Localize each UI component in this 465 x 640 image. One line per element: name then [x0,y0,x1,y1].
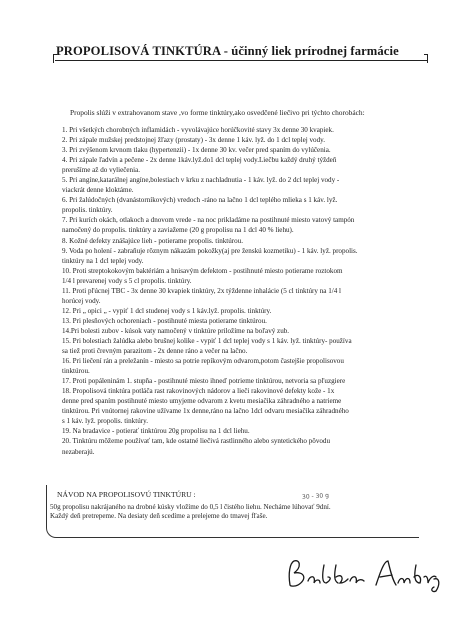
list-item: 1. Pri všetkých chorobných inflamidách - vyvolávajúce horúčkovité stavy 3x denne 30 kvapiek. [62,126,334,134]
list-item: prerušíme až do vyliečenia. [62,166,140,175]
list-item: 19. Na bradavice - potierať tinktúrou 20g propolisu na 1 dcl liehu. [62,427,250,436]
handwritten-note: 30 - 30 g [301,492,330,501]
list-item: propolis. tinktúry. [62,206,113,215]
instructions-line: 50g propolisu nakrájaného na drobné kúsky vložíme do 0,5 l čistého liehu. Necháme lúhovať 9dní. [50,503,331,511]
instructions-title: NÁVOD NA PROPOLISOVÚ TINKTÚRU : [57,490,196,499]
list-item: 13. Pri plesňových ochoreniach - postihnuté miesta potierame tinktúrou. [62,316,267,325]
list-item: 3. Pri zvýšenom krvnom tlaku (hypertenzii) - 1x denne 30 kv. večer pred spaním do vylúčenia. [62,146,331,155]
list-item: 9. Voda po holení - zabraňuje rôznym nákazám pokožky(aj pre ženskú kozmetiku) - 1 káv. lyž. propolis. [62,246,358,255]
list-item: 17. Proti popáleninám 1. stupňa - postihnuté miesto ihneď potrieme tinktúrou, netvoria sa pľuzgiere [62,377,346,386]
title-bracket-right [424,54,428,63]
list-item: 20. Tinktúru môžeme používať tam, kde ostatné liečivá rastlinného alebo syntetického pôvodu [62,437,331,446]
list-item: 8. Kožné defekty znášajúce lieh - potierame propolis. tinktúrou. [62,236,244,245]
list-item: 12. Pri „ opici „ - vypiť 1 dcl studenej vody s 1 káv.lyž. propolis. tinktúry. [62,306,272,315]
list-item: tinktúrou. [62,367,90,376]
list-item: viackrát denne kloktáme. [62,186,134,195]
list-item: namočený do propolis. tinktúry a zaviažeme (20 g propolisu na 1 dcl 40 % liehu). [62,226,294,235]
list-item: 1/4 l prevarenej vody s 5 cl propolis. tinktúry. [62,276,192,285]
list-item: 4. Pri zápale ľadvín a pečene - 2x denne 1káv.lyž.do1 dcl teplej vody.Liečbu každý druhý týždeň [62,156,337,165]
instructions-line: Každý deň pretrepeme. Na desiaty deň scedíme a prelejeme do tmavej fľaše. [50,512,268,521]
list-item: s 1 káv. lyž. propolis. tinktúry. [62,417,148,426]
list-item: 6. Pri žalúdočných (dvanástorníkových) vredoch -ráno na lačno 1 dcl teplého mlieka s 1 káv. lyž. [62,196,338,205]
list-item: 14.Pri bolesti zubov - kúsok vaty namočený v tinktúre priložíme na boľavý zub. [62,326,290,335]
list-item: tinktúrou. Pri vnútornej rakovine užívame 1x denne,ráno na lačno 1dcl odvaru mesiačika záhradného [62,407,349,416]
list-item: denne pred spaním postihnuté miesto umyjeme odvarom z kvetu mesiačika záhradného a natrieme [62,397,342,406]
list-item: nezaberajú. [62,447,95,456]
list-item: 16. Pri liečení rán a preležanín - miesto sa potrie repíkovým odvarom,potom častejšie propolisovou [62,357,344,366]
list-item: tinktúry na 1 dcl teplej vody. [62,256,144,265]
list-item: 5. Pri angíne,katarálnej angíne,bolestiach v krku z nachladnutia - 1 káv. lyž. do 2 dcl teplej vody - [62,176,340,185]
document-title: PROPOLISOVÁ TINKTÚRA - účinný liek prírodnej farmácie [56,44,399,58]
title-underline [55,60,427,61]
list-item: 10. Proti streptokokovým baktériám a hnisavým defektom - postihnuté miesto potierame roztokom [62,266,343,275]
instructions-text [50,503,430,521]
list-item: 18. Propolisová tinktúra potláča rast rakovinových nádorov a lieči rakovinové defekty kože - 1x [62,387,335,396]
handwritten-signature [284,555,444,595]
usage-list [62,125,454,457]
list-item: 7. Pri kurích okách, otlakoch a dnovom vrede - na noc prikladáme na postihnuté miesto vatový tampón [62,216,355,225]
list-item: 15. Pri bolestiach žalúdka alebo brušnej kolike - vypiť 1 dcl teplej vody s 1 káv. lyž. tinktúry- používa [62,336,352,345]
list-item: 11. Proti pľúcnej TBC - 3x denne 30 kvapiek tinktúry, 2x týždenne inhalácie (5 cl tinktúry na 1/4 l [62,286,342,295]
list-item: sa tiež proti črevným parazitom - 2x denne ráno a večer na lačno. [62,347,248,356]
list-item: 2. Pri zápale mužskej predstojnej žľazy (prostaty) - 3x denne 1 káv. lyž. do 1 dcl teplej vody. [62,136,325,145]
list-item: horúcej vody. [62,296,101,305]
intro-paragraph: Propolis slúži v extrahovanom stave ,vo forme tinktúry,ako osvedčené liečivo pri týchto chorobách: [70,108,365,117]
